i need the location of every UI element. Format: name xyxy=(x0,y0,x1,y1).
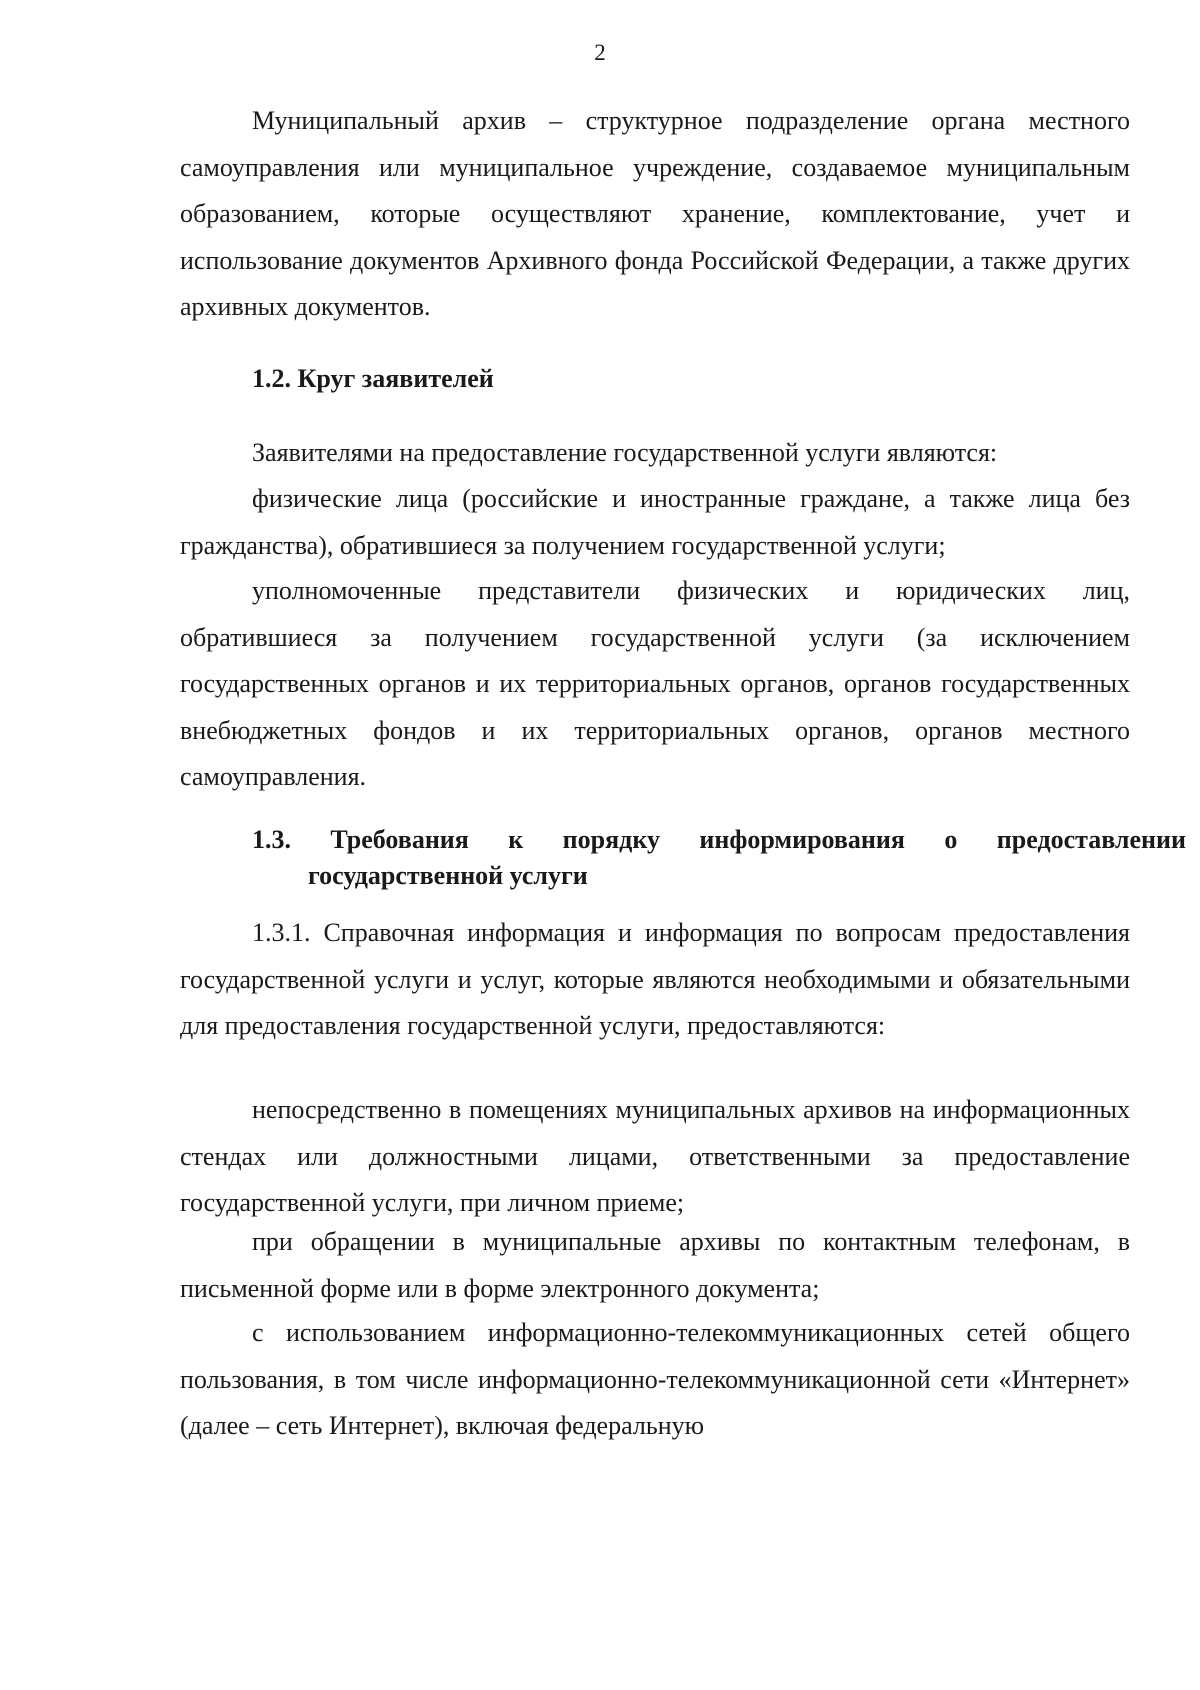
section-heading-1-2: 1.2. Круг заявителей xyxy=(252,364,494,393)
page-number: 2 xyxy=(594,40,606,65)
paragraph-internet: с использованием информационно-телекоммуникационных сетей общего пользования, в том числе информационно-телекоммуникационной сети «Интернет» (далее – сеть Интернет), включая федеральную xyxy=(180,1318,1130,1440)
paragraph-phone-request: при обращении в муниципальные архивы по контактным телефонам, в письменной форме или в форме электронного документа; xyxy=(180,1227,1130,1303)
paragraph-authorized-representatives: уполномоченные представители физических и юридических лиц, обратившиеся за получением государственной услуги (за исключением государственных органов и их территориальных органов, органов государственных внебюджетных фондов и их территориальных органов, органов местного самоуправления. xyxy=(180,576,1130,791)
paragraph-1-3-1: 1.3.1. Справочная информация и информация по вопросам предоставления государственной услуги и услуг, которые являются необходимыми и обязательными для предоставления государственной услуги, предоставляются: xyxy=(180,918,1130,1040)
section-heading-1-3: 1.3. Требования к порядку информирования о предоставлении государственной услуги xyxy=(252,825,1186,890)
paragraph-municipal-archive: Муниципальный архив – структурное подразделение органа местного самоуправления или муниципальное учреждение, создаваемое муниципальным образованием, которые осуществляют хранение, комплектование, учет и использование документов Архивного фонда Российской Федерации, а также других архивных документов. xyxy=(180,106,1130,321)
paragraph-physical-persons: физические лица (российские и иностранные граждане, а также лица без гражданства), обратившиеся за получением государственной услуги; xyxy=(180,484,1130,560)
paragraph-premises: непосредственно в помещениях муниципальных архивов на информационных стендах или должностными лицами, ответственными за предоставление государственной услуги, при личном приеме; xyxy=(180,1095,1130,1217)
paragraph-applicants-intro: Заявителями на предоставление государственной услуги являются: xyxy=(252,438,998,467)
